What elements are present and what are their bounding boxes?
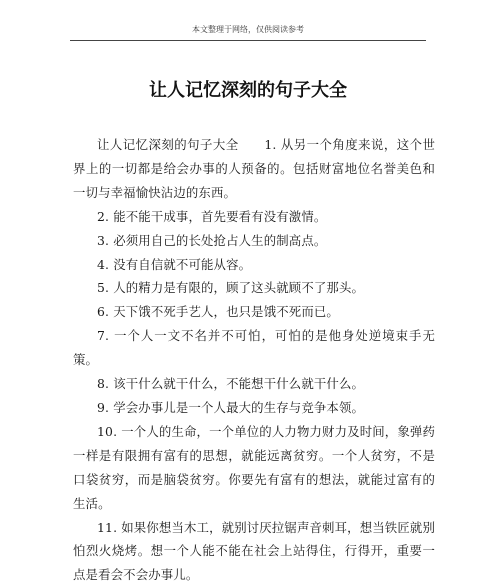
paragraph: 3. 必须用自己的长处抢占人生的制高点。: [73, 229, 435, 253]
document-body: [73, 133, 435, 587]
paragraph: 7. 一个人一文不名并不可怕，可怕的是他身处逆境束手无策。: [73, 324, 435, 372]
paragraph: 8. 该干什么就干什么，不能想干什么就干什么。: [73, 372, 435, 396]
paragraph: 让人记忆深刻的句子大全 1. 从另一个角度来说，这个世界上的一切都是给会办事的人预备的。包括财富地位名誉美色和一切与幸福愉快沾边的东西。: [73, 133, 435, 205]
paragraph: 5. 人的精力是有限的，顾了这头就顾不了那头。: [73, 276, 435, 300]
header-divider: [70, 40, 426, 41]
page-header: 本文整理于网络，仅供阅读参考: [70, 24, 426, 35]
paragraph: 2. 能不能干成事，首先要看有没有激情。: [73, 205, 435, 229]
document-title: 让人记忆深刻的句子大全: [0, 76, 496, 102]
paragraph: 6. 天下饿不死手艺人，也只是饿不死而已。: [73, 300, 435, 324]
paragraph: 9. 学会办事儿是一个人最大的生存与竞争本领。: [73, 396, 435, 420]
paragraph: 10. 一个人的生命，一个单位的人力物力财力及时间，象弹药一样是有限拥有富有的思想，就能远离贫穷。一个人贫穷，不是口袋贫穷，而是脑袋贫穷。你要先有富有的想法，就能过富有的生活。: [73, 420, 435, 516]
paragraph: 11. 如果你想当木工，就别讨厌拉锯声音刺耳，想当铁匠就别怕烈火烧烤。想一个人能不能在社会上站得住，行得开，重要一点是看会不会办事儿。: [73, 516, 435, 587]
paragraph: 4. 没有自信就不可能从容。: [73, 253, 435, 277]
